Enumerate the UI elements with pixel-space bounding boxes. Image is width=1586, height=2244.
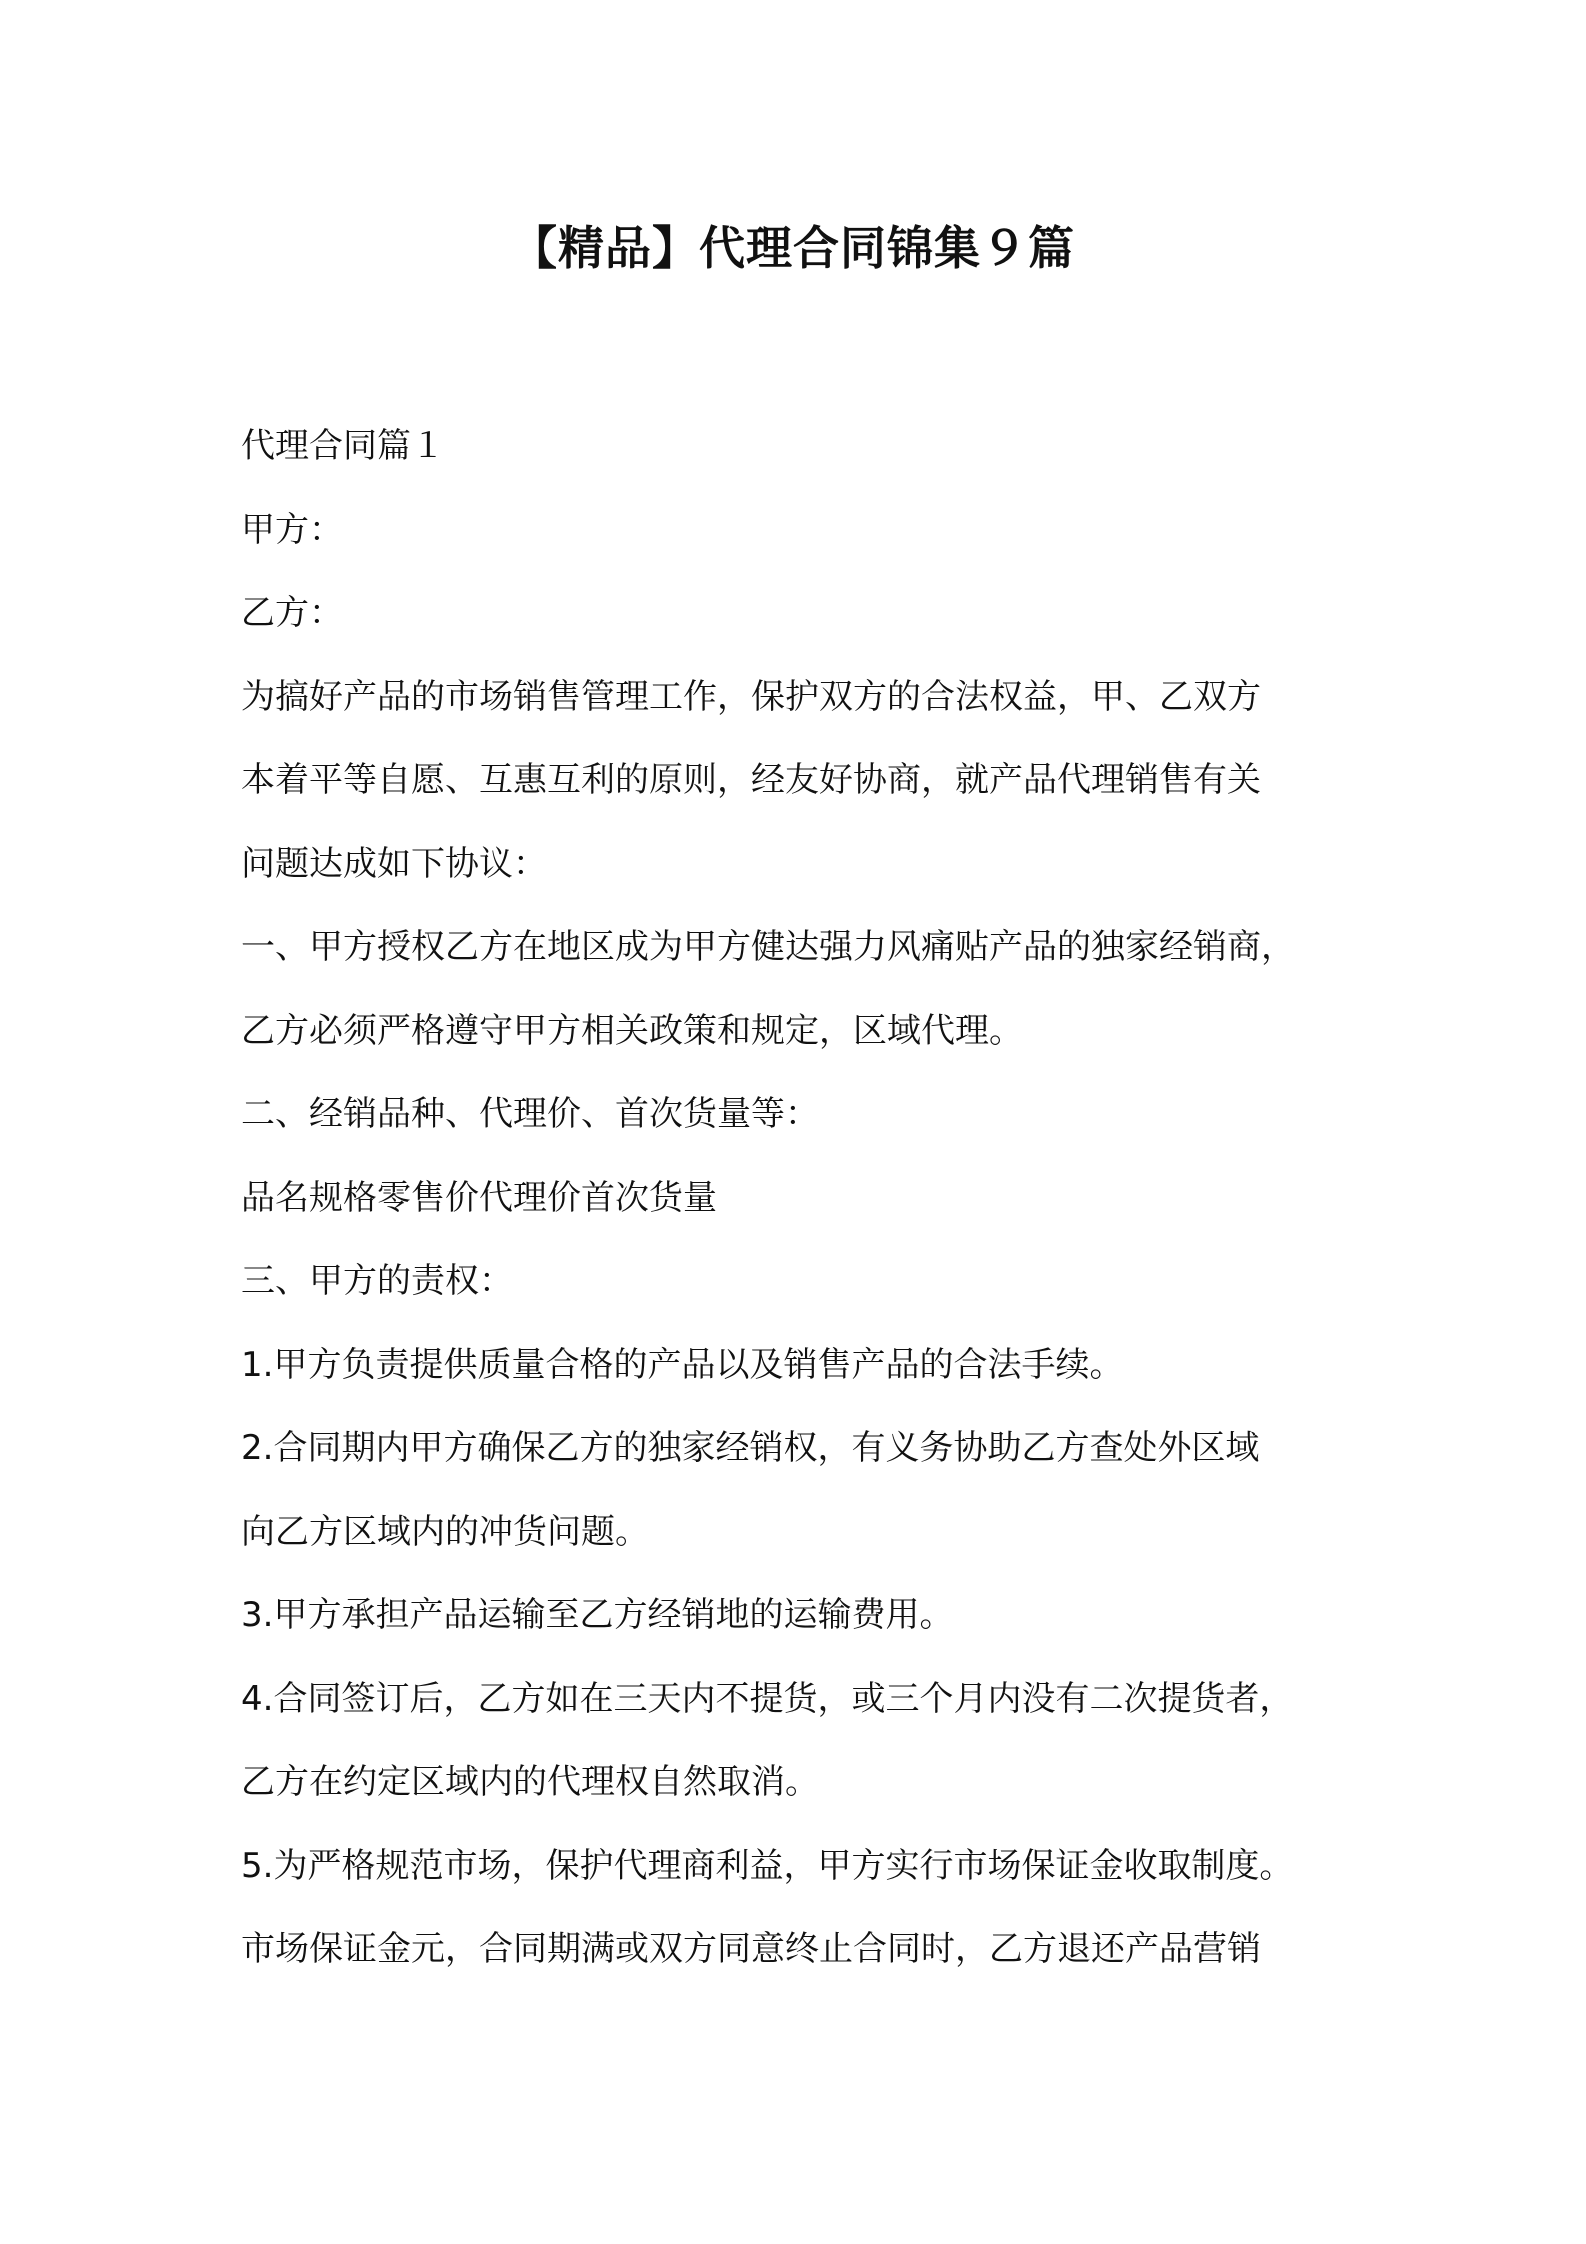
section-heading: 代理合同篇１	[241, 426, 445, 466]
table-header-line: 品名规格零售价代理价首次货量	[241, 1177, 717, 1218]
party-a-line: 甲方：	[241, 509, 343, 550]
clause-line: 二、经销品种、代理价、首次货量等：	[241, 1094, 819, 1134]
clause-line: 1.甲方负责提供质量合格的产品以及销售产品的合法手续。	[241, 1344, 1124, 1385]
paragraph-line: 为搞好产品的市场销售管理工作，保护双方的合法权益，甲、乙双方	[241, 676, 1261, 717]
paragraph-line: 问题达成如下协议：	[241, 843, 547, 884]
document-title: 【精品】代理合同锦集９篇	[511, 221, 1075, 275]
paragraph-line: 本着平等自愿、互惠互利的原则，经友好协商，就产品代理销售有关	[241, 760, 1261, 800]
clause-line: 3.甲方承担产品运输至乙方经销地的运输费用。	[241, 1595, 954, 1635]
clause-line: 市场保证金元，合同期满或双方同意终止合同时，乙方退还产品营销	[241, 1929, 1261, 1969]
clause-line: 4.合同签订后，乙方如在三天内不提货，或三个月内没有二次提货者，	[241, 1678, 1294, 1719]
clause-line: 乙方在约定区域内的代理权自然取消。	[241, 1762, 819, 1802]
party-b-line: 乙方：	[241, 593, 343, 633]
clause-line: 向乙方区域内的冲货问题。	[241, 1511, 649, 1552]
clause-line: 一、甲方授权乙方在地区成为甲方健达强力风痛贴产品的独家经销商，	[241, 927, 1295, 967]
clause-line: 乙方必须严格遵守甲方相关政策和规定，区域代理。	[241, 1010, 1023, 1051]
clause-line: 5.为严格规范市场，保护代理商利益，甲方实行市场保证金收取制度。	[241, 1845, 1294, 1886]
clause-line: 2.合同期内甲方确保乙方的独家经销权，有义务协助乙方查处外区域	[241, 1428, 1260, 1468]
clause-line: 三、甲方的责权：	[241, 1261, 513, 1301]
document-body	[241, 405, 1371, 1992]
